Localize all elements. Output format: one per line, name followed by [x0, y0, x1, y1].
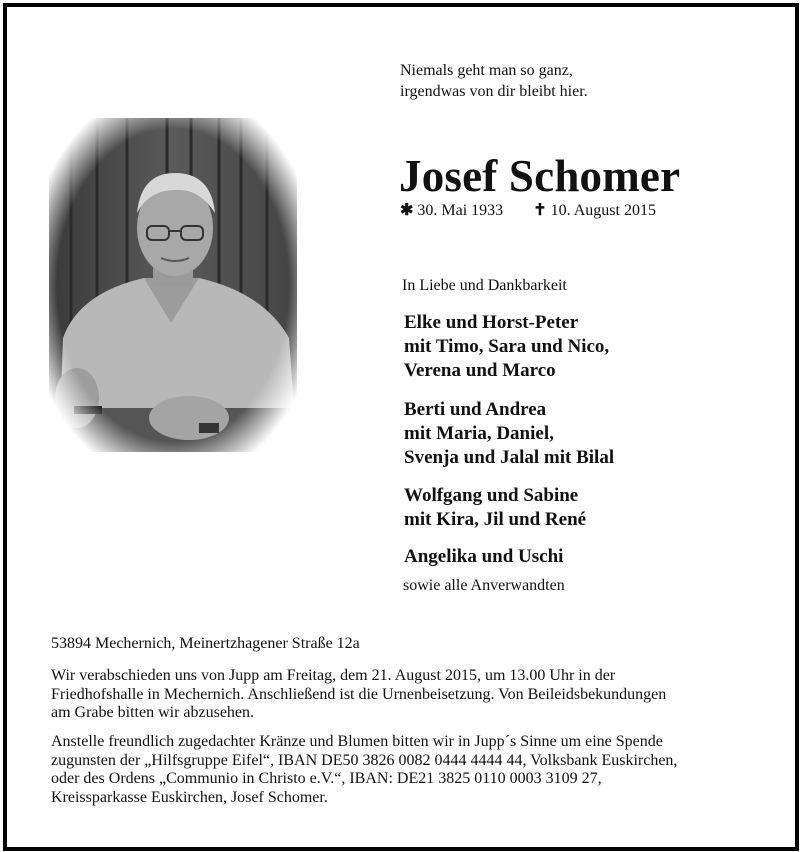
mourners-intro: In Liebe und Dankbarkeit [402, 277, 567, 294]
family-line: Berti und Andrea [404, 399, 547, 420]
family-line: Svenja und Jalal mit Bilal [404, 447, 615, 468]
quote-line: irgendwas von dir bleibt hier. [400, 83, 588, 100]
family-line: Angelika und Uschi [404, 546, 564, 567]
portrait-photo [49, 118, 297, 452]
text-line: Wir verabschieden uns von Jupp am Freitag, dem 21. August 2015, um 13.00 Uhr in der [51, 667, 616, 684]
portrait-photo-svg [49, 118, 297, 452]
text-line: zugunsten der „Hilfsgruppe Eifel“, IBAN DE50 3826 0082 0444 4444 44, Volksbank Euskirchen, [51, 751, 678, 769]
family-line: mit Maria, Daniel, [404, 423, 554, 444]
family-group [404, 398, 614, 470]
star-icon: ✱ [400, 202, 414, 219]
relatives-note: sowie alle Anverwandten [403, 577, 565, 594]
text-line: oder des Ordens „Communio in Christo e.V.“, IBAN: DE21 3825 0110 0003 3109 27, [51, 770, 602, 787]
address: 53894 Mechernich, Meinertzhagener Straße 12a [51, 635, 360, 652]
text-line: Kreissparkasse Euskirchen, Josef Schomer. [51, 788, 328, 806]
family-line: Elke und Horst-Peter [404, 312, 579, 333]
text-line: Friedhofshalle in Mechernich. Anschließend ist die Urnenbeisetzung. Von Beileidsbekundungen [51, 685, 667, 703]
donation-info [51, 733, 771, 807]
funeral-info [51, 667, 771, 723]
family-line: Wolfgang und Sabine [404, 485, 579, 506]
text-line: Anstelle freundlich zugedachter Kränze und Blumen bitten wir in Jupp´s Sinne um eine Spende [51, 733, 663, 750]
birth-date: 30. Mai 1933 [417, 202, 504, 219]
cross-icon: ✝ [533, 202, 547, 219]
family-group [404, 311, 609, 383]
family-line: mit Timo, Sara und Nico, [404, 336, 610, 357]
death-date: 10. August 2015 [550, 202, 656, 219]
family-line: mit Kira, Jil und René [404, 509, 587, 530]
deceased-name: Josef Schomer [399, 151, 681, 201]
quote-line: Niemals geht man so ganz, [400, 62, 573, 79]
life-dates [400, 200, 656, 222]
quote [400, 60, 588, 102]
family-group [404, 545, 563, 569]
family-group [404, 484, 586, 532]
family-line: Verena und Marco [404, 360, 556, 381]
text-line: am Grabe bitten wir abzusehen. [51, 704, 255, 721]
